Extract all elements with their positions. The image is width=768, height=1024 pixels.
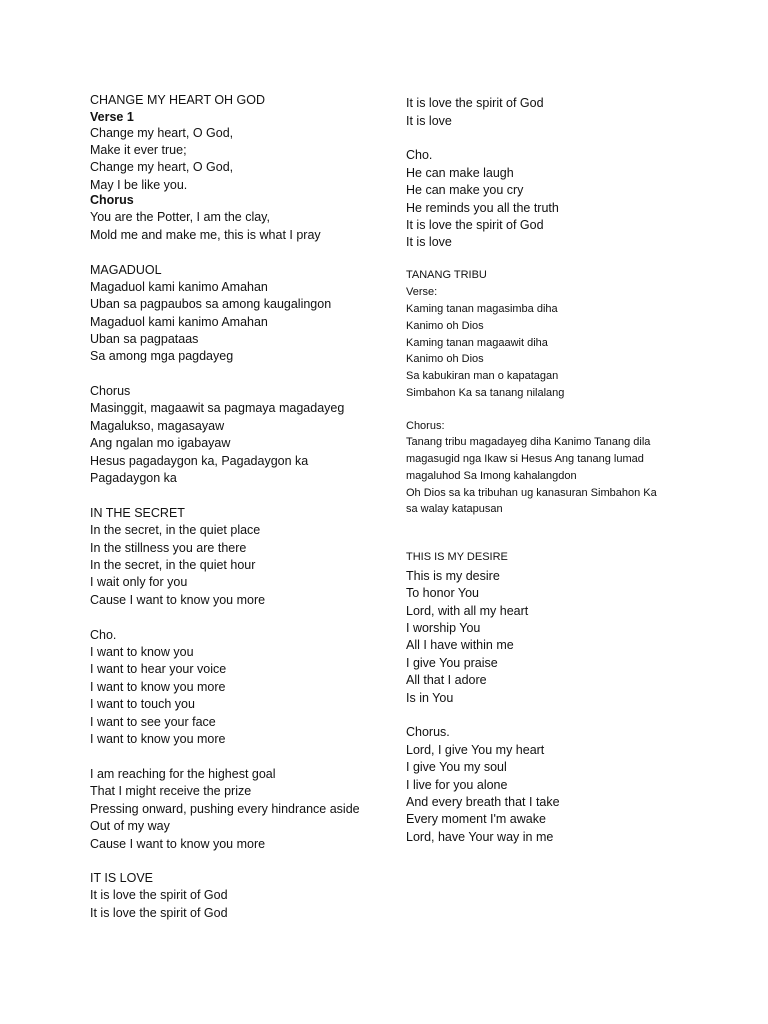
right-lyric-line: I live for you alone xyxy=(406,778,508,792)
left-lyric-line: Hesus pagadaygon ka, Pagadaygon ka xyxy=(90,454,309,468)
right-lyric-line: magaluhod Sa Imong kahalangdon xyxy=(406,470,577,482)
left-lyric-line: Uban sa pagpataas xyxy=(90,332,199,346)
right-lyric-line: Lord, with all my heart xyxy=(406,604,529,618)
left-lyric-line: In the stillness you are there xyxy=(90,541,247,555)
left-lyric-line: It is love the spirit of God xyxy=(90,906,228,920)
right-lyric-line: Tanang tribu magadayeg diha Kanimo Tanang dila xyxy=(406,436,651,448)
right-lyric-line: It is love the spirit of God xyxy=(406,218,544,232)
left-lyric-line: I want to know you xyxy=(90,645,194,659)
right-lyric-line: All that I adore xyxy=(406,673,487,687)
left-lyric-line: Uban sa pagpaubos sa among kaugalingon xyxy=(90,297,332,311)
right-lyric-line: Verse: xyxy=(406,286,438,298)
right-lyric-line: Simbahon Ka sa tanang nilalang xyxy=(406,387,565,399)
left-lyric-line: Cause I want to know you more xyxy=(90,593,266,607)
left-lyric-line: That I might receive the prize xyxy=(90,784,252,798)
right-lyric-line: I worship You xyxy=(406,621,481,635)
left-lyric-line: May I be like you. xyxy=(90,178,188,192)
left-lyric-line: I want to touch you xyxy=(90,697,195,711)
right-lyric-line: It is love xyxy=(406,114,452,128)
right-lyric-line: Oh Dios sa ka tribuhan ug kanasuran Simbahon Ka xyxy=(406,487,657,499)
right-lyric-line: Lord, I give You my heart xyxy=(406,743,545,757)
left-lyric-line: You are the Potter, I am the clay, xyxy=(90,210,270,224)
left-lyric-line: Cho. xyxy=(90,628,117,642)
right-lyric-line: Kaming tanan magaawit diha xyxy=(406,337,548,349)
left-lyric-line: Change my heart, O God, xyxy=(90,126,234,140)
right-lyric-line: He reminds you all the truth xyxy=(406,201,559,215)
left-lyric-line: In the secret, in the quiet hour xyxy=(90,558,256,572)
left-lyric-line: Pressing onward, pushing every hindrance aside xyxy=(90,802,360,816)
left-lyric-line: Mold me and make me, this is what I pray xyxy=(90,228,321,242)
right-lyric-line: Kanimo oh Dios xyxy=(406,320,484,332)
left-lyric-line: Cause I want to know you more xyxy=(90,837,266,851)
right-lyric-line: THIS IS MY DESIRE xyxy=(406,551,508,563)
left-lyric-line: I want to see your face xyxy=(90,715,216,729)
left-lyric-line: Out of my way xyxy=(90,819,170,833)
right-lyric-line: All I have within me xyxy=(406,638,514,652)
right-lyric-line: Sa kabukiran man o kapatagan xyxy=(406,370,559,382)
left-lyric-line: MAGADUOL xyxy=(90,263,162,277)
right-lyric-line: To honor You xyxy=(406,586,479,600)
right-lyric-line: It is love xyxy=(406,235,452,249)
right-lyric-line: sa walay katapusan xyxy=(406,503,503,515)
right-lyric-line: I give You my soul xyxy=(406,760,507,774)
left-lyric-line: Magalukso, magasayaw xyxy=(90,419,225,433)
right-lyric-line: This is my desire xyxy=(406,569,500,583)
right-lyric-line: magasugid nga Ikaw si Hesus Ang tanang lumad xyxy=(406,453,644,465)
left-lyric-line: Verse 1 xyxy=(90,110,134,124)
left-lyric-line: I want to hear your voice xyxy=(90,662,227,676)
right-lyric-line: He can make you cry xyxy=(406,183,524,197)
left-lyric-line: I want to know you more xyxy=(90,732,226,746)
right-lyric-line: Is in You xyxy=(406,691,454,705)
left-lyric-line: Magaduol kami kanimo Amahan xyxy=(90,280,268,294)
right-lyric-line: And every breath that I take xyxy=(406,795,560,809)
right-lyric-line: TANANG TRIBU xyxy=(406,269,487,281)
right-lyric-line: Kanimo oh Dios xyxy=(406,353,484,365)
right-lyric-line: Lord, have Your way in me xyxy=(406,830,554,844)
left-lyric-line: I wait only for you xyxy=(90,575,188,589)
right-lyric-line: Chorus. xyxy=(406,725,450,739)
right-lyric-line: I give You praise xyxy=(406,656,498,670)
left-lyric-line: It is love the spirit of God xyxy=(90,888,228,902)
left-lyric-line: Sa among mga pagdayeg xyxy=(90,349,234,363)
left-lyric-line: I am reaching for the highest goal xyxy=(90,767,276,781)
left-lyric-line: IN THE SECRET xyxy=(90,506,185,520)
right-lyric-line: Every moment I'm awake xyxy=(406,812,546,826)
left-lyric-line: Make it ever true; xyxy=(90,143,187,157)
left-lyric-line: Chorus xyxy=(90,384,131,398)
left-lyric-line: Masinggit, magaawit sa pagmaya magadayeg xyxy=(90,401,345,415)
left-lyric-line: Change my heart, O God, xyxy=(90,160,234,174)
right-lyric-line: It is love the spirit of God xyxy=(406,96,544,110)
right-lyric-line: Cho. xyxy=(406,148,433,162)
right-lyric-line: He can make laugh xyxy=(406,166,514,180)
left-lyric-line: CHANGE MY HEART OH GOD xyxy=(90,93,266,107)
left-lyric-line: Chorus xyxy=(90,193,134,207)
left-lyric-line: In the secret, in the quiet place xyxy=(90,523,261,537)
right-lyric-line: Chorus: xyxy=(406,420,445,432)
right-lyric-line: Kaming tanan magasimba diha xyxy=(406,303,558,315)
left-lyric-line: Magaduol kami kanimo Amahan xyxy=(90,315,268,329)
left-lyric-line: Pagadaygon ka xyxy=(90,471,177,485)
left-lyric-line: IT IS LOVE xyxy=(90,871,153,885)
left-lyric-line: Ang ngalan mo igabayaw xyxy=(90,436,231,450)
left-lyric-line: I want to know you more xyxy=(90,680,226,694)
